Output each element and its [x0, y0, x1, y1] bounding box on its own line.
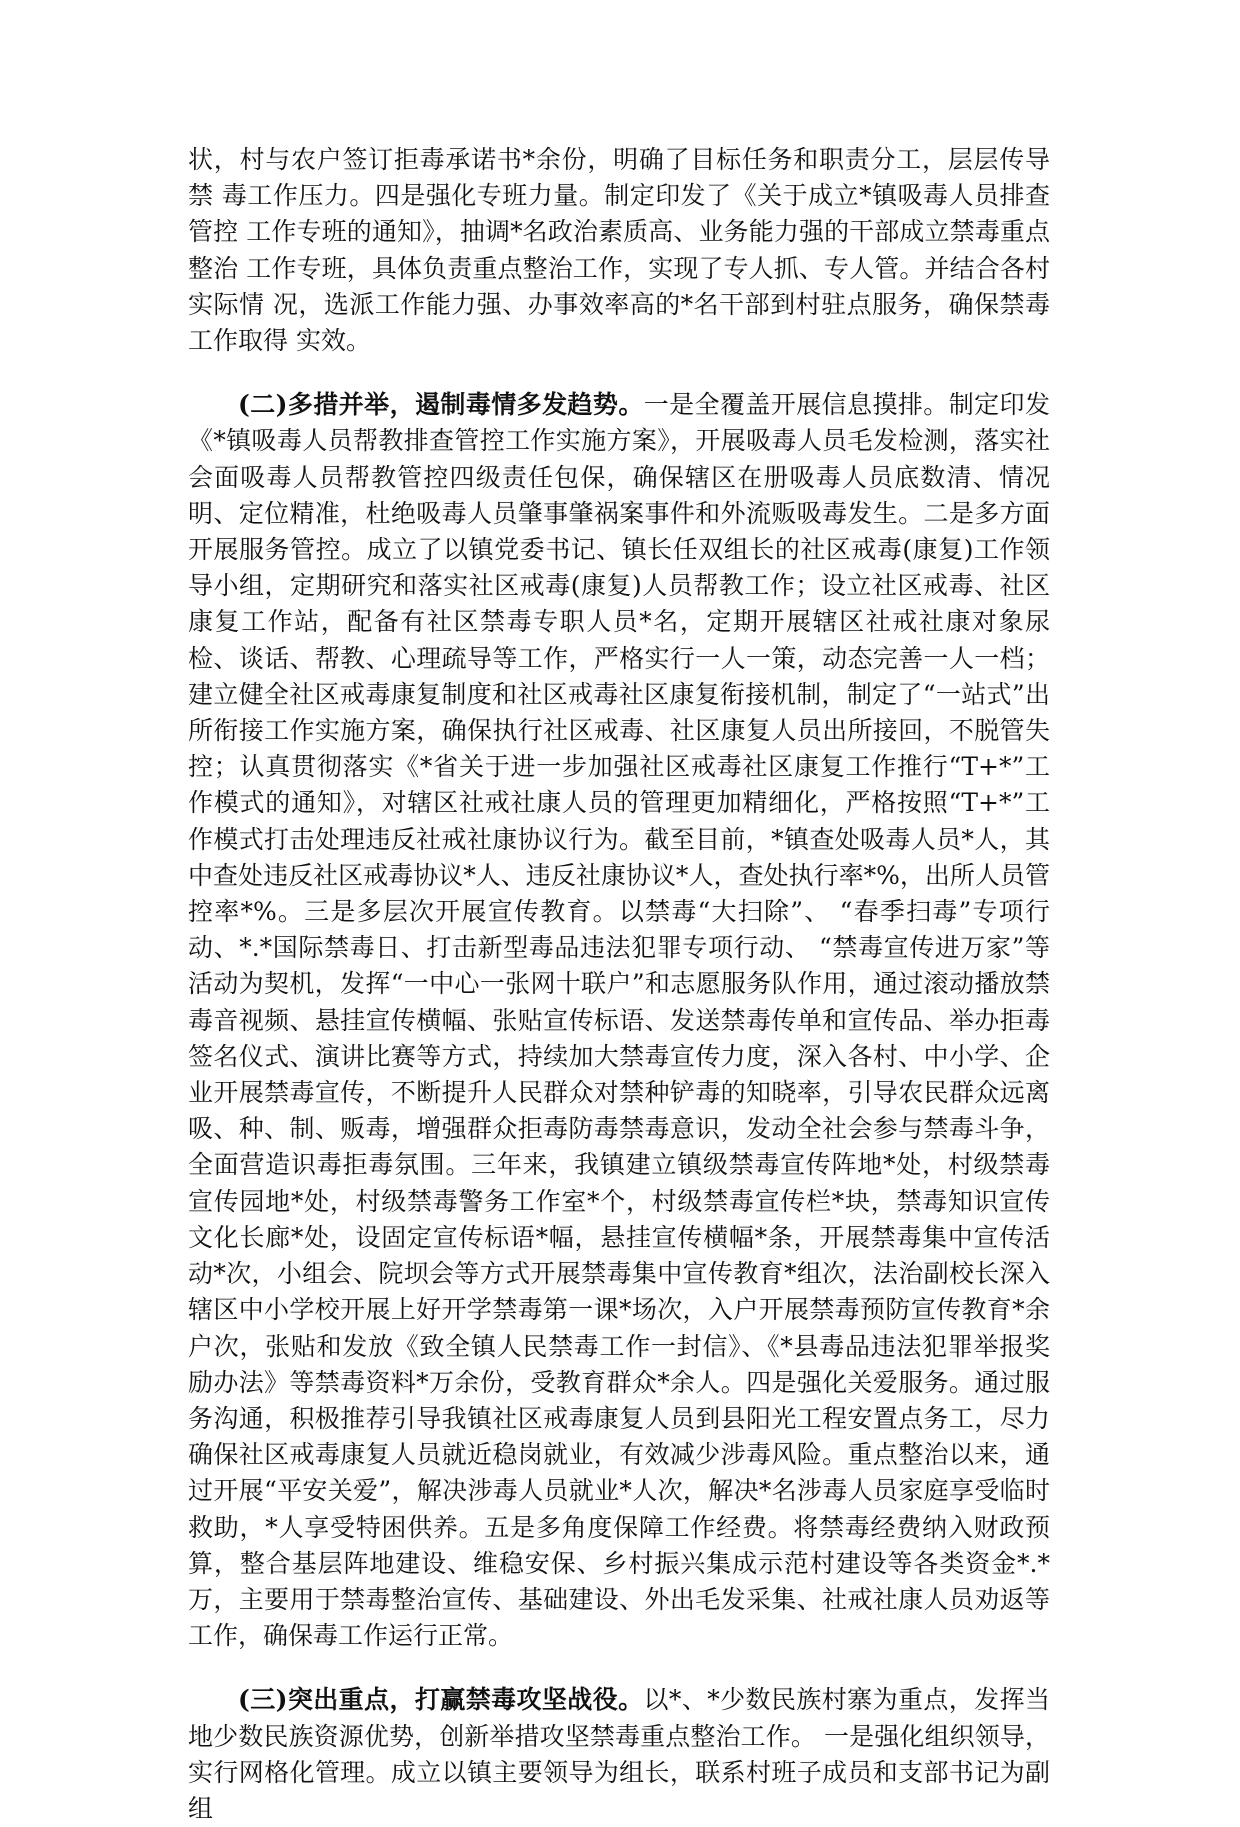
document-page: [188, 142, 1050, 1827]
paragraph-3-body: 以*、*少数民族村寨为重点，发挥当地少数民族资源优势，创新举措攻坚禁毒重点整治工作。 一是强化组织领导， 实行网格化管理。成立以镇主要领导为组长，联系村班子成员和支部书记为副组: [188, 1685, 1050, 1823]
paragraph-3: [188, 1682, 1050, 1827]
paragraph-1-body: 状，村与农户签订拒毒承诺书*余份，明确了目标任务和职责分工，层层传导禁 毒工作压力。四是强化专班力量。制定印发了《关于成立*镇吸毒人员排查管控 工作专班的通知》，抽调*名政治素质高、业务能力强的干部成立禁毒重点整治 工作专班，具体负责重点整治工作，实现了专人抓、专人管。并结合各村实际情 况，选派工作能力强、办事效率高的*名干部到村驻点服务，确保禁毒工作取得 实效。: [188, 145, 1050, 356]
section-heading-3: (三)突出重点，打赢禁毒攻坚战役。: [238, 1685, 644, 1715]
paragraph-2: [188, 387, 1050, 1654]
section-heading-2: (二)多措并举，遏制毒情多发趋势。: [238, 390, 644, 420]
paragraph-1: [188, 142, 1050, 359]
paragraph-2-body: 一是全覆盖开展信息摸排。制定印发《*镇吸毒人员帮教排查管控工作实施方案》，开展吸毒人员毛发检测，落实社会面吸毒人员帮教管控四级责任包保，确保辖区在册吸毒人员底数清、情况明、定位精准，杜绝吸毒人员肇事肇祸案事件和外流贩吸毒发生。二是多方面开展服务管控。成立了以镇党委书记、镇长任双组长的社区戒毒(康复)工作领导小组，定期研究和落实社区戒毒(康复)人员帮教工作；设立社区戒毒、社区康复工作站，配备有社区禁毒专职人员*名，定期开展辖区社戒社康对象尿检、谈话、帮教、心理疏导等工作，严格实行一人一策，动态完善一人一档；建立健全社区戒毒康复制度和社区戒毒社区康复衔接机制，制定了“一站式”出所衔接工作实施方案，确保执行社区戒毒、社区康复人员出所接回，不脱管失控；认真贯彻落实《*省关于进一步加强社区戒毒社区康复工作推行“T+*”工作模式的通知》，对辖区社戒社康人员的管理更加精细化，严格按照“T+*”工作模式打击处理违反社戒社康协议行为。截至目前，*镇查处吸毒人员*人，其中查处违反社区戒毒协议*人、违反社康协议*人，查处执行率*%，出所人员管控率*%。三是多层次开展宣传教育。以禁毒“大扫除”、 “春季扫毒”专项行动、*.*国际禁毒日、打击新型毒品违法犯罪专项行动、 “禁毒宣传进万家”等活动为契机，发挥“一中心一张网十联户”和志愿服务队作用，通过滚动播放禁毒音视频、悬挂宣传横幅、张贴宣传标语、发送禁毒传单和宣传品、举办拒毒签名仪式、演讲比赛等方式，持续加大禁毒宣传力度，深入各村、中小学、企业开展禁毒宣传，不断提升人民群众对禁种铲毒的知晓率，引导农民群众远离吸、种、制、贩毒，增强群众拒毒防毒禁毒意识，发动全社会参与禁毒斗争，全面营造识毒拒毒氛围。三年来，我镇建立镇级禁毒宣传阵地*处，村级禁毒宣传园地*处，村级禁毒警务工作室*个，村级禁毒宣传栏*块，禁毒知识宣传文化长廊*处，设固定宣传标语*幅，悬挂宣传横幅*条，开展禁毒集中宣传活动*次，小组会、院坝会等方式开展禁毒集中宣传教育*组次，法治副校长深入辖区中小学校开展上好开学禁毒第一课*场次，入户开展禁毒预防宣传教育*余户次，张贴和发放《致全镇人民禁毒工作一封信》、《*县毒品违法犯罪举报奖励办法》等禁毒资料*万余份，受教育群众*余人。四是强化关爱服务。通过服务沟通，积极推荐引导我镇社区戒毒康复人员到县阳光工程安置点务工，尽力确保社区戒毒康复人员就近稳岗就业，有效减少涉毒风险。重点整治以来，通过开展“平安关爱”，解决涉毒人员就业*人次，解决*名涉毒人员家庭享受临时救助，*人享受特困供养。五是多角度保障工作经费。将禁毒经费纳入财政预算，整合基层阵地建设、维稳安保、乡村振兴集成示范村建设等各类资金*.*万，主要用于禁毒整治宣传、基础建设、外出毛发采集、社戒社康人员劝返等工作，确保毒工作运行正常。: [188, 390, 1050, 1651]
